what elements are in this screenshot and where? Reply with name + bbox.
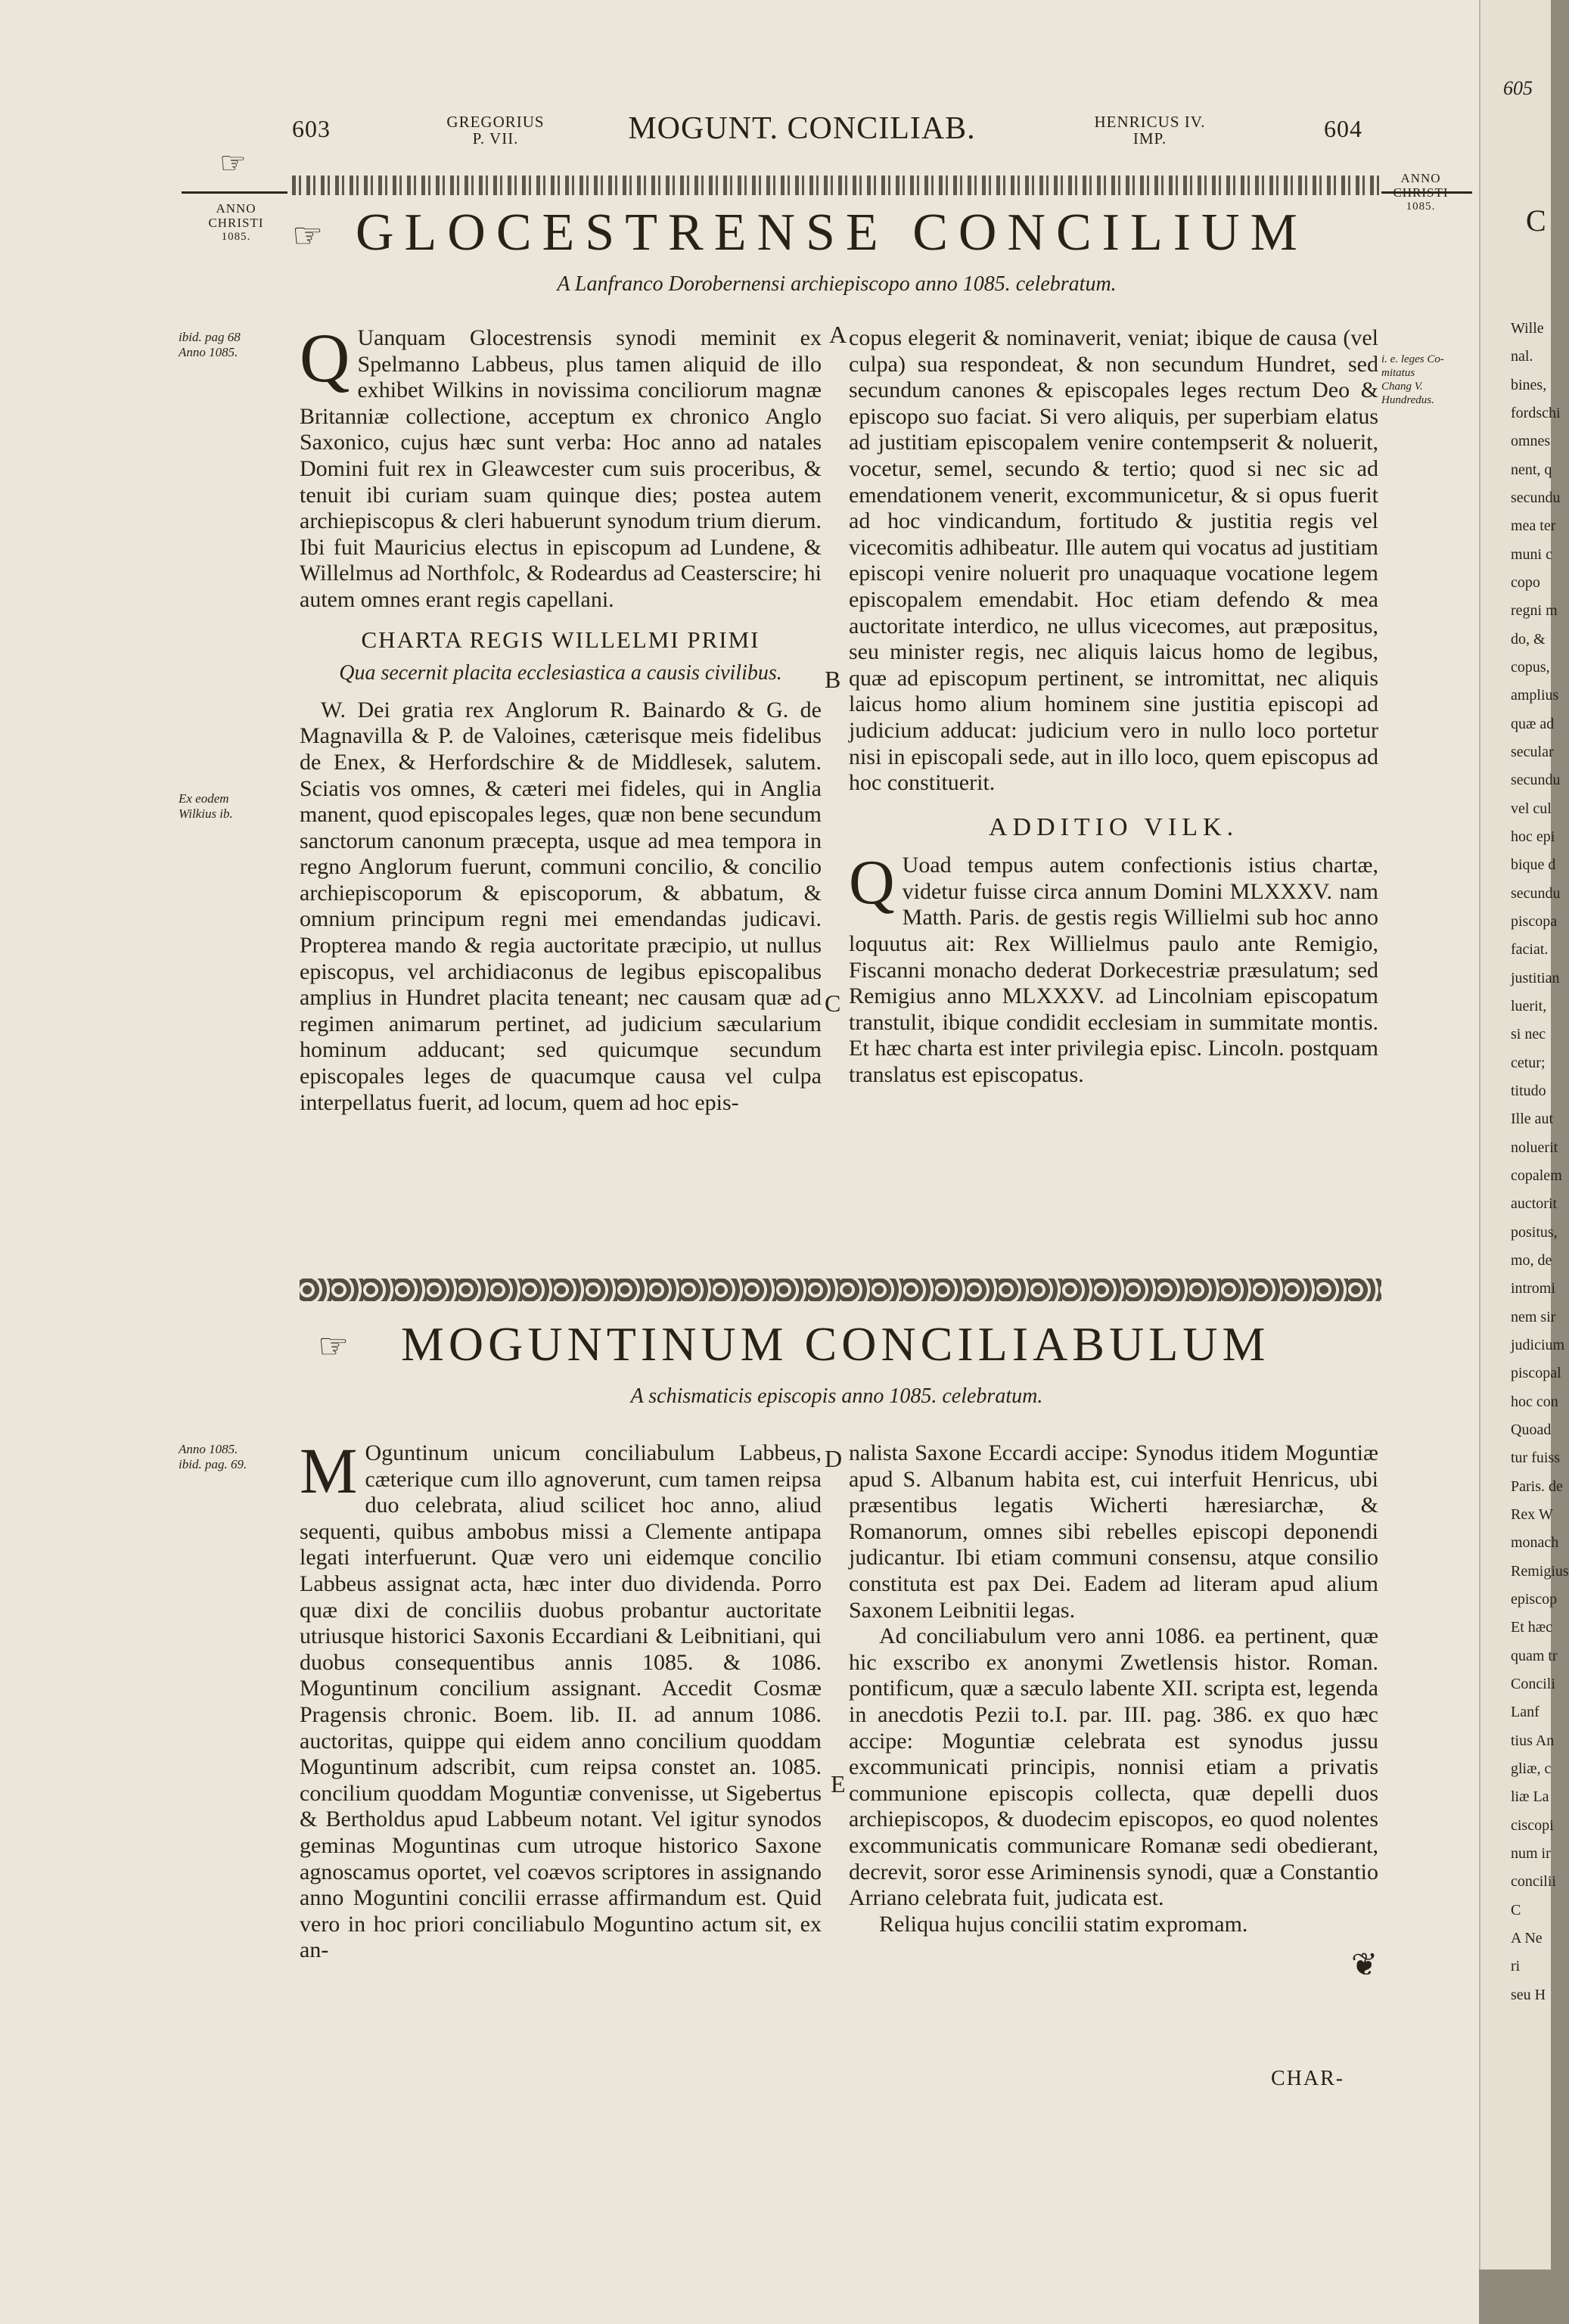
neighbor-fragment: piscopal — [1511, 1365, 1561, 1382]
neighbor-fragment: justitian — [1511, 969, 1560, 986]
neighbor-fragment: copalem — [1511, 1167, 1562, 1184]
neighbor-fragment: Quoad — [1511, 1421, 1552, 1438]
neighbor-fragment: cetur; — [1511, 1054, 1546, 1071]
neighbor-fragment: auctorit — [1511, 1195, 1558, 1213]
neighbor-fragment: Ille aut — [1511, 1111, 1554, 1128]
mogunt-right-text-3: Reliqua hujus concilii statim expromam. — [879, 1911, 1248, 1937]
neighbor-fragment: muni c — [1511, 545, 1552, 563]
neighbor-fragment: C — [1511, 1901, 1521, 1919]
mogunt-subtitle: A schismaticis episcopis anno 1085. celebratum. — [630, 1384, 1043, 1408]
header-title: MOGUNT. CONCILIAB. — [628, 111, 976, 146]
neighbor-fragment: nent, q — [1511, 461, 1552, 478]
neighbor-fragment: copo — [1511, 574, 1540, 591]
neighbor-fragment: secular — [1511, 744, 1554, 760]
mogunt-right-text-2: Ad conciliabulum vero anni 1086. ea pertinent, quæ hic exscribo ex anonymi Zwetlensis histor. Roman. pontificum, quæ a sæculo labente XII. scripta est, legenda in anecdotis Pezii to.I. par. III. pag. 386. ex quo hæc accipe: Moguntiæ celebrata est synodus jussu excommunicati principis, nonnisi etiam a privatis communione episcopis collecta, quæ depelli duos archiepiscopos, & duodecim episcopos, eo quod nolentes excommunicatis communicare Romanæ sedi obedierant, decrevit, soror esse Ariminensis synodi, quæ a Constantio Arriano celebrata fuit, judicata est. — [849, 1623, 1378, 1911]
anno-christi-label: ANNO CHRISTI — [208, 201, 264, 230]
neighbor-fragment: A Ne — [1511, 1930, 1543, 1947]
neighbor-fragment: Remigius — [1511, 1562, 1569, 1580]
neighbor-fragment: copus, — [1511, 659, 1550, 676]
neighbor-fragment: concilii — [1511, 1873, 1556, 1891]
neighbor-fragment: piscopa — [1511, 913, 1558, 930]
neighbor-fragment: episcop — [1511, 1591, 1558, 1608]
neighbor-fragment: mo, de — [1511, 1252, 1552, 1269]
gloc-intro-text: Uanquam Glocestrensis synodi meminit ex Spelmanno Labbeus, plus tamen aliquid de illo exhibet Wilkins in novissima conciliorum magnæ Britanniæ collectione, acceptum ex chronico Anglo Saxonico, cujus hæc sunt verba: Hoc anno ad natales Domini fuit rex in Gleawcester cum suis proceribus, & tenuit ibi curiam suam quinque dies; postea autem archiepiscopus & cleri habuerunt synodum trium dierum. Ibi fuit Mauricius electus in episcopum ad Lundene, & Willelmus ad Northfolc, & Rodeardus ad Ceasterscire; hi autem omnes erant regis capellani. — [300, 325, 822, 612]
neighbor-fragment: faciat. — [1511, 941, 1549, 958]
neighbor-fragment: vel cul — [1511, 800, 1552, 817]
neighbor-fragment: bines, — [1511, 376, 1547, 393]
drop-cap-q: Q — [300, 319, 350, 396]
drop-cap-q-additio: Q — [849, 847, 895, 918]
neighbor-fragment: tur fuiss — [1511, 1449, 1560, 1467]
column-mark-c-right: C — [825, 990, 841, 1017]
neighbor-fragment: secundu — [1511, 884, 1561, 902]
neighbor-fragment: regni m — [1511, 602, 1558, 620]
neighbor-initial: C — [1526, 204, 1546, 238]
neighbor-page-strip — [1479, 0, 1569, 2270]
neighbor-fragment: fordschi — [1511, 405, 1561, 421]
mogunt-left-column — [300, 1434, 822, 1964]
margin-ref-anno-1085: Anno 1085. ibid. pag. 69. — [179, 1442, 247, 1471]
anno-christi-left — [198, 201, 274, 244]
additio-paragraph — [849, 847, 1378, 1088]
column-mark-b: B — [825, 666, 841, 693]
neighbor-fragment: titudo — [1511, 1083, 1546, 1099]
charta-text: W. Dei gratia rex Anglorum R. Bainardo & G. de Magnavilla & P. de Valoines, cæterisque meis fidelibus de Enex, & Herfordschire & de Middlesek, salutem. Sciatis vos omnes, & cæteri mei fideles, qui in Anglia manent, quod episcopales leges, quæ non bene secundum sanctorum canonum præcepta, usque ad mea tempora in regno Anglorum fuerunt, communi concilio, & concilio archiepiscoporum & episcoporum, & abbatum, & omnium principum regni mei emendandas judicavi. Propterea mando & regia auctoritate præcipio, ut nullus episcopus, vel archidiaconus de legibus episcopalibus amplius in Hundret placita teneant; nec causam quæ ad regimen animarum pertinet, ad judicium sæcularium hominum adducant; sed quicumque secundum episcopales leges de quacumque causa vel culpa interpellatus fuerit, ad locum, quem ad hoc epis- — [300, 697, 822, 1115]
page-number-right: 604 — [1324, 115, 1362, 142]
neighbor-fragment: amplius — [1511, 687, 1559, 704]
neighbor-fragment: seu H — [1511, 1986, 1546, 2003]
mogunt-left-paragraph — [300, 1434, 822, 1964]
gloc-subtitle: A Lanfranco Dorobernensi archiepiscopo anno 1085. celebratum. — [557, 272, 1117, 296]
margin-ref-ex-eodem: Ex eodem Wilkius ib. — [179, 791, 233, 821]
charta-heading: CHARTA REGIS WILLELMI PRIMI — [361, 626, 760, 653]
anno-christi-year-right: 1085. — [1406, 200, 1436, 213]
gloc-left-column — [300, 319, 822, 1116]
neighbor-fragment: secundu — [1511, 489, 1561, 506]
neighbor-fragment: positus, — [1511, 1223, 1558, 1241]
mogunt-right-text-1: nalista Saxone Eccardi accipe: Synodus itidem Moguntiæ apud S. Albanum habita est, cui interfuit Henricus, ubi præsentibus legatis Wicherti hæresiarchæ, & Romanorum, omnes sibi rebelles episcopi deponendi judicantur. Ibi etiam communi consensu, atque consilio constituta est pax Dei. Eadem ad literam apud alium Saxonem Leibnitii legas. — [849, 1440, 1378, 1623]
neighbor-fragment: bique d — [1511, 856, 1556, 874]
neighbor-fragment: judicium — [1511, 1337, 1565, 1353]
neighbor-fragment: Paris. de — [1511, 1477, 1563, 1495]
anno-christi-label-right: ANNO CHRISTI — [1393, 171, 1449, 200]
column-mark-e: E — [831, 1770, 846, 1797]
neighbor-fragment: do, & — [1511, 630, 1546, 648]
anno-christi-right — [1381, 171, 1460, 214]
neighbor-fragment: si nec — [1511, 1026, 1546, 1043]
neighbor-fragment: nal. — [1511, 348, 1533, 365]
additio-heading: ADDITIO VILK. — [988, 812, 1239, 841]
pointing-hand-icon: ☞ — [219, 146, 247, 180]
neighbor-fragment: Rex W — [1511, 1506, 1553, 1523]
mogunt-title: MOGUNTINUM CONCILIABULUM — [401, 1317, 1270, 1371]
neighbor-fragment: nem sir — [1511, 1308, 1556, 1325]
neighbor-fragment: quam tr — [1511, 1647, 1558, 1664]
neighbor-fragment: ciscopi — [1511, 1816, 1554, 1834]
pointing-hand-icon: ☞ — [318, 1327, 350, 1366]
mogunt-right-column — [849, 1440, 1378, 1937]
running-header — [0, 101, 1479, 147]
header-ornament-band — [292, 176, 1381, 195]
gloc-right-column — [849, 325, 1378, 1089]
section-ornament-band — [300, 1279, 1381, 1301]
neighbor-fragment: secundu — [1511, 772, 1561, 789]
pointing-hand-icon: ☞ — [292, 216, 324, 255]
neighbor-fragment: Concili — [1511, 1676, 1555, 1692]
neighbor-fragment: tius An — [1511, 1732, 1555, 1749]
additio-text: Uoad tempus autem confectionis istius chartæ, videtur fuisse circa annum Domini MLXXXV. nam Matth. Paris. de gestis regis Willielmi sub hoc anno loquutus ait: Rex Willielmus paulo ante Remigio, Fiscanni monacho dederat Dorkecestriæ præsulatum; sed Remigius anno MLXXXV. ad Lincolniam episcopatum transtulit, ibique condidit ecclesiam in summitate montis. Et hæc charta est inter privilegia episc. Lincoln. postquam translatus est episcopatus. — [849, 853, 1378, 1088]
neighbor-fragment: Et hæc — [1511, 1619, 1552, 1636]
column-mark-d: D — [825, 1445, 843, 1472]
neighbor-fragment: quæ ad — [1511, 715, 1555, 732]
catchword: CHAR- — [1271, 2067, 1345, 2090]
page-number-left: 603 — [292, 115, 331, 142]
neighbor-fragment: luerit, — [1511, 998, 1547, 1014]
margin-ref-leges-comitatus: i. e. leges Co- mitatus Chang V. Hundredus. — [1381, 353, 1444, 406]
neighbor-fragment: Wille — [1511, 320, 1544, 337]
anno-christi-year: 1085. — [221, 231, 251, 243]
margin-ref-ibid: ibid. pag 68 Anno 1085. — [179, 330, 241, 359]
neighbor-fragment: num ir — [1511, 1845, 1551, 1862]
gloc-right-text: copus elegerit & nominaverit, veniat; ibique de causa (vel culpa) sua respondeat, & non secundum Hundret, sed secundum canones & episcopales leges rectum Deo & episcopo suo faciat. Si vero aliquis, per superbiam elatus ad justitiam episcopalem venire contempserit & noluerit, vocetur, semel, secundo & tertio; quod si nec sic ad emendationem venerit, excommunicetur, & si opus fuerit ad hoc vindicandum, fortitudo & justitia regis vel vicecomitis adhibeatur. Ille autem qui vocatus ad justitiam episcopi venire noluerit pro unaquaque vocatione legem episcopalem emendabit. Hoc etiam defendo & mea auctoritate interdico, ne ullus vicecomes, aut præpositus, seu minister regis, nec aliquis laicus homo de legibus, quæ ad episcopum pertinent, se intromittat, nec aliquis laicus homo alium hominem sine justitia episcopi ad judicium adducat: judicium vero in nullo loco portetur nisi in episcopali sede, aut in illo loco, quem episcopus ad hoc constituerit. — [849, 325, 1378, 796]
neighbor-fragment: intromi — [1511, 1280, 1555, 1297]
neighbor-fragment: liæ La — [1511, 1788, 1549, 1806]
neighbor-page-number: 605 — [1503, 77, 1533, 99]
neighbor-fragment: Lanf — [1511, 1704, 1539, 1721]
drop-cap-m: M — [300, 1434, 358, 1507]
neighbor-fragment: hoc epi — [1511, 828, 1555, 845]
mogunt-left-text: Oguntinum unicum conciliabulum Labbeus, cæterique cum illo agnoverunt, cum tamen reipsa duo celebrata, aliud scilicet hoc anno, aliud sequenti, quibus ambobus missi a Clemente antipapa legati interfuerunt. Quæ vero uni eidemque concilio Labbeus assignat acta, hæc inter duo dividenda. Porro quæ dixi de conciliis duobus probantur auctoritate utriusque historici Saxonis Eccardiani & Leibnitiani, qui duobus consequentibus annis 1085. & 1086. Moguntinum concilium assignant. Accedit Cosmæ Pragensis chronic. Boem. lib. II. ad annum 1086. auctoritas, quippe qui eidem anno concilium quoddam Moguntinum adscribit, cum reipsa constet an. 1085. concilium quoddam Moguntiæ convenisse, ut Sigebertus & Bertholdus apud Labbeum notant. Vel igitur synodos geminas Moguntinas cum utroque historico Saxone agnoscamus oportet, vel coævos scriptores in assignando anno Moguntini concilii errasse affirmandum est. Quid vero in hoc priori conciliabulo Moguntino actum sit, ex an- — [300, 1440, 822, 1963]
gloc-title: GLOCESTRENSE CONCILIUM — [356, 204, 1308, 262]
neighbor-fragment: gliæ, c — [1511, 1760, 1552, 1777]
header-rule-left — [182, 191, 287, 194]
neighbor-fragment: hoc con — [1511, 1393, 1558, 1410]
neighbor-fragment: mea ter — [1511, 517, 1556, 535]
neighbor-fragment: omnes — [1511, 433, 1551, 450]
gloc-intro-paragraph — [300, 319, 822, 614]
fleuron-ornament-icon: ❦ — [1351, 1948, 1378, 1983]
header-pope: GREGORIUS P. VII. — [446, 113, 545, 148]
charta-subheading: Qua secernit placita ecclesiastica a causis civilibus. — [339, 661, 782, 685]
header-emperor: HENRICUS IV. IMP. — [1094, 113, 1206, 148]
column-mark-a: A — [829, 321, 847, 348]
neighbor-fragment: monach — [1511, 1534, 1559, 1552]
neighbor-fragment: noluerit — [1511, 1139, 1558, 1156]
neighbor-fragment: ri — [1511, 1958, 1521, 1975]
